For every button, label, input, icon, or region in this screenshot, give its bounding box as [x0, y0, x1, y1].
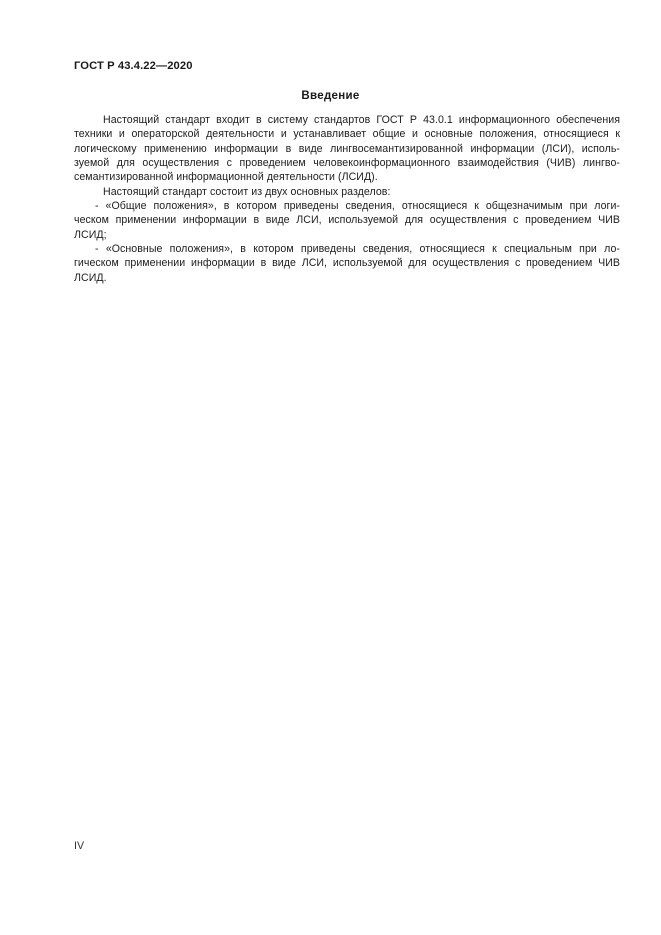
- page-number: IV: [74, 840, 85, 852]
- text-line: [74, 185, 620, 199]
- paragraph-sections-intro: [74, 185, 620, 199]
- text-line: [74, 199, 620, 213]
- text-line: [74, 242, 620, 256]
- text-line: [74, 170, 620, 184]
- text-line-content: техники и операторской деятельности и устанавливает общие и основные положения, относящиеся к: [74, 128, 620, 141]
- text-line-content: ческом применении информации в виде ЛСИ, используемой для осуществления с проведением ЧИВ: [74, 214, 620, 227]
- text-line: [74, 113, 620, 127]
- page-title: Введение: [301, 90, 360, 102]
- standard-number-header: ГОСТ Р 43.4.22—2020: [74, 60, 193, 72]
- list-item-general-provisions: [74, 199, 620, 242]
- text-line-content: гическом применении информации в виде ЛСИ, используемой для осуществления с проведением ЧИВ: [74, 257, 620, 270]
- text-line: [74, 156, 620, 170]
- text-line-content: семантизированной информационной деятельности (ЛСИД).: [74, 171, 378, 184]
- text-line-content: ЛСИД.: [74, 271, 107, 284]
- list-item-main-provisions: [74, 242, 620, 285]
- text-line: [74, 142, 620, 156]
- text-line: [74, 256, 620, 270]
- text-line-content: ЛСИД;: [74, 228, 107, 241]
- text-line-content: - «Общие положения», в котором приведены сведения, относящиеся к общезначимым при логи-: [95, 200, 620, 213]
- text-line: [74, 228, 620, 242]
- text-line: [74, 127, 620, 141]
- text-line-content: Настоящий стандарт состоит из двух основных разделов:: [103, 185, 391, 198]
- text-line-content: Настоящий стандарт входит в систему стандартов ГОСТ Р 43.0.1 информационного обеспечения: [103, 114, 620, 126]
- text-line: [74, 271, 620, 285]
- text-line: [74, 213, 620, 227]
- text-line-content: зуемой для осуществления с проведением человекоинформационного взаимодействия (ЧИВ) лингво-: [74, 157, 620, 170]
- text-line-content: логическому применению информации в виде лингвосемантизированной информации (ЛСИ), исполь-: [74, 142, 620, 155]
- paragraph-introduction: [74, 113, 620, 185]
- body-text: [74, 113, 620, 285]
- text-line-content: - «Основные положения», в котором приведены сведения, относящиеся к специальным при ло-: [95, 243, 620, 256]
